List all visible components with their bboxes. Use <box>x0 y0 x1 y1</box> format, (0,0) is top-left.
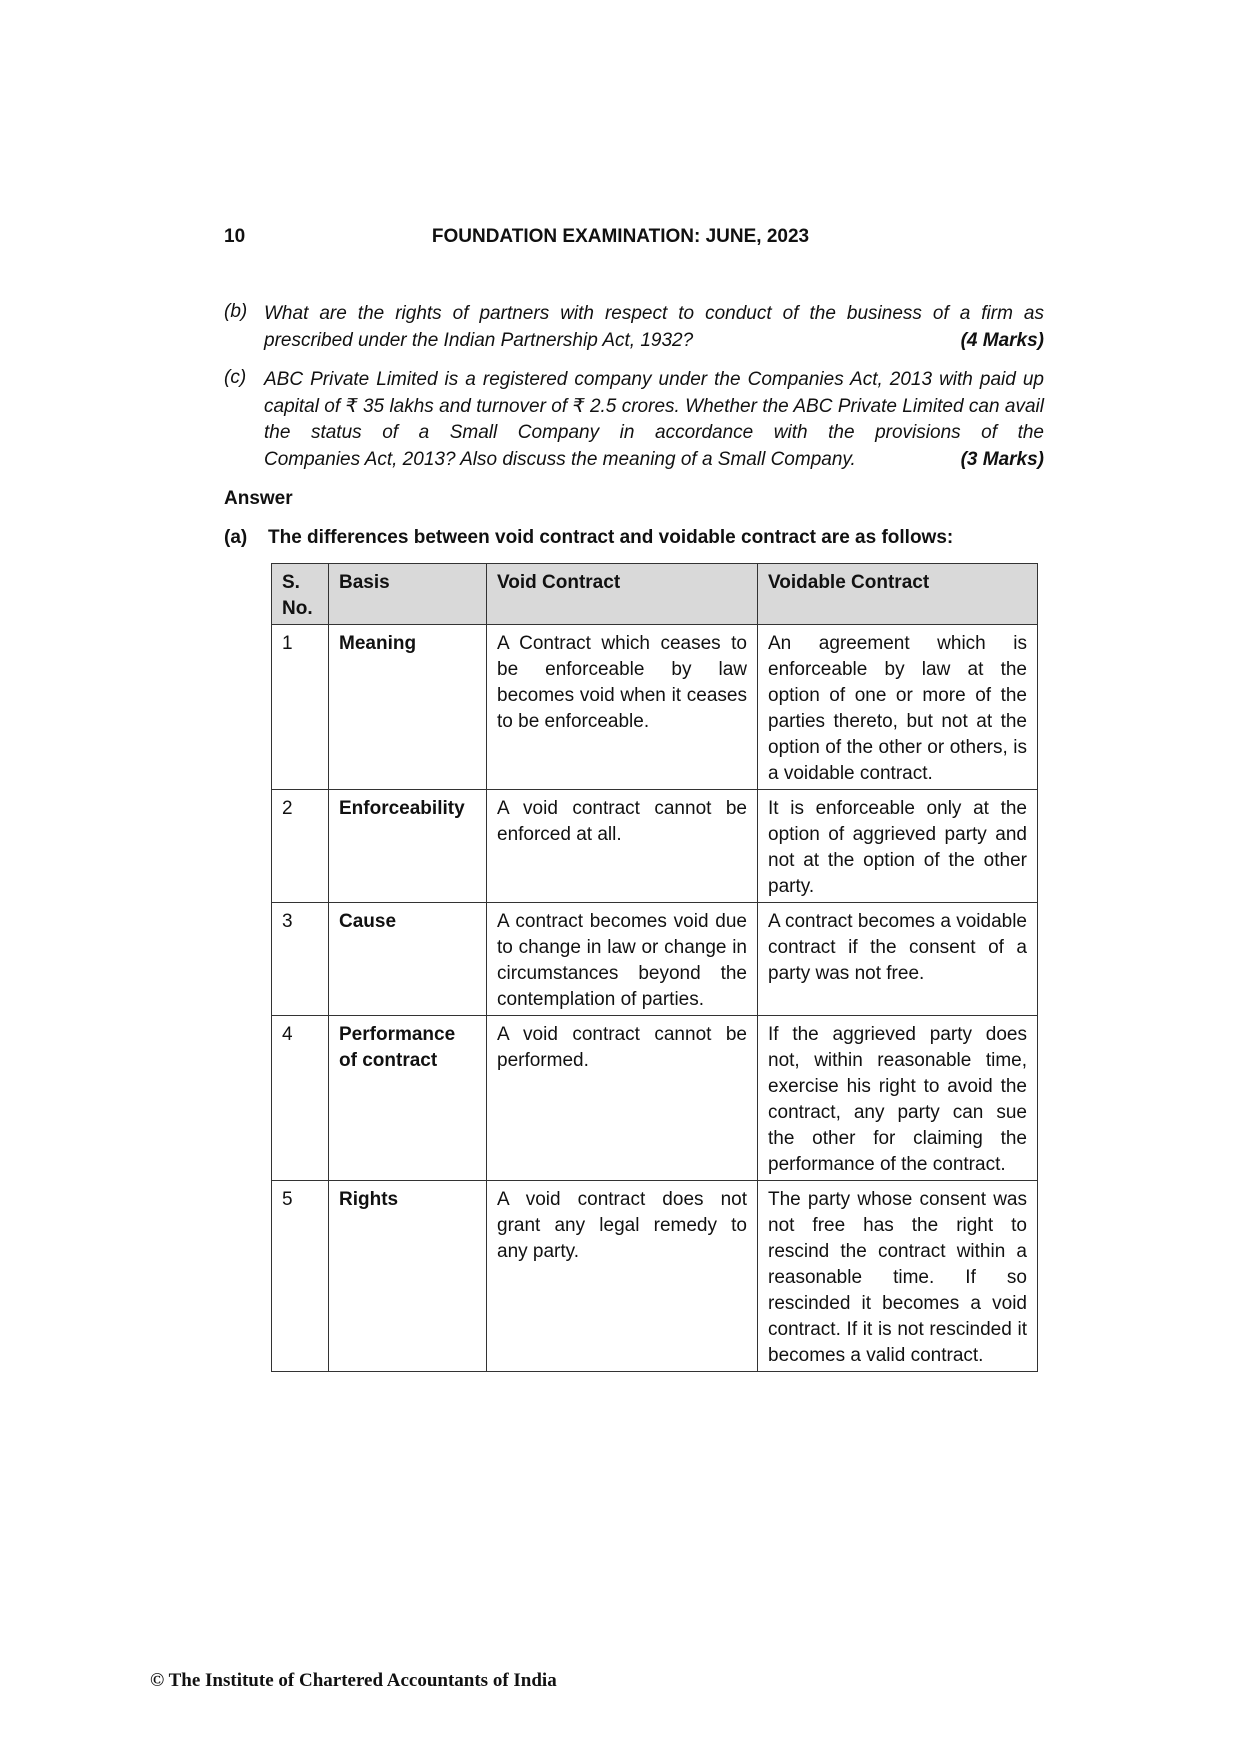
cell-void: A void contract cannot be enforced at all. <box>487 790 758 903</box>
question-label: (b) <box>224 301 248 322</box>
cell-voidable: A contract becomes a voidable contract if the consent of a party was not free. <box>758 903 1038 1016</box>
differences-table <box>271 563 1038 1372</box>
cell-basis: Meaning <box>329 625 487 790</box>
cell-void: A contract becomes void due to change in law or change in circumstances beyond the contemplation of parties. <box>487 903 758 1016</box>
cell-sno: 4 <box>272 1016 329 1181</box>
table-row <box>272 903 1038 1016</box>
table-row <box>272 625 1038 790</box>
cell-sno: 2 <box>272 790 329 903</box>
question-marks: (3 Marks) <box>960 448 1044 470</box>
answer-part-label: (a) <box>224 527 248 548</box>
question-text-last: prescribed under the Indian Partnership Act, 1932? <box>264 329 694 351</box>
header-voidable: Voidable Contract <box>758 564 1038 625</box>
header-basis: Basis <box>329 564 487 625</box>
table-row <box>272 1181 1038 1372</box>
cell-void: A Contract which ceases to be enforceable by law becomes void when it ceases to be enforceable. <box>487 625 758 790</box>
cell-basis: Performance of contract <box>329 1016 487 1181</box>
cell-voidable: It is enforceable only at the option of aggrieved party and not at the option of the other party. <box>758 790 1038 903</box>
header-sno: S. No. <box>272 564 329 625</box>
footer-copyright: © The Institute of Chartered Accountants of India <box>150 1670 557 1691</box>
question-marks: (4 Marks) <box>960 329 1044 351</box>
cell-basis: Cause <box>329 903 487 1016</box>
page-number: 10 <box>224 226 246 247</box>
cell-basis: Enforceability <box>329 790 487 903</box>
cell-voidable: An agreement which is enforceable by law at the option of one or more of the parties thereto, but not at the option of the other or others, is a voidable contract. <box>758 625 1038 790</box>
answer-heading: Answer <box>224 488 293 509</box>
table-header-row <box>272 564 1038 625</box>
cell-voidable: If the aggrieved party does not, within reasonable time, exercise his right to avoid the contract, any party can sue the other for claiming the performance of the contract. <box>758 1016 1038 1181</box>
cell-sno: 5 <box>272 1181 329 1372</box>
cell-void: A void contract does not grant any legal remedy to any party. <box>487 1181 758 1372</box>
question-b <box>224 301 1044 354</box>
question-text: ABC Private Limited is a registered company under the Companies Act, 2013 with paid up capital of ₹ 35 lakhs and turnover of ₹ 2.5 crores. Whether the ABC Private Limited can avail the status of a Small Company in accordance with the provisions of the <box>264 369 1044 443</box>
cell-voidable: The party whose consent was not free has the right to rescind the contract within a reasonable time. If so rescinded it becomes a void contract. If it is not rescinded it becomes a valid contract. <box>758 1181 1038 1372</box>
table-row <box>272 1016 1038 1181</box>
header-void: Void Contract <box>487 564 758 625</box>
cell-sno: 1 <box>272 625 329 790</box>
cell-sno: 3 <box>272 903 329 1016</box>
page-title: FOUNDATION EXAMINATION: JUNE, 2023 <box>431 226 810 247</box>
question-text-last: Companies Act, 2013? Also discuss the meaning of a Small Company. <box>264 448 856 470</box>
question-text: What are the rights of partners with respect to conduct of the business of a firm as <box>264 303 1044 324</box>
table-row <box>272 790 1038 903</box>
cell-basis: Rights <box>329 1181 487 1372</box>
answer-part-heading: The differences between void contract and voidable contract are as follows: <box>268 527 954 548</box>
question-label: (c) <box>224 367 247 388</box>
cell-void: A void contract cannot be performed. <box>487 1016 758 1181</box>
question-c <box>224 367 1044 473</box>
